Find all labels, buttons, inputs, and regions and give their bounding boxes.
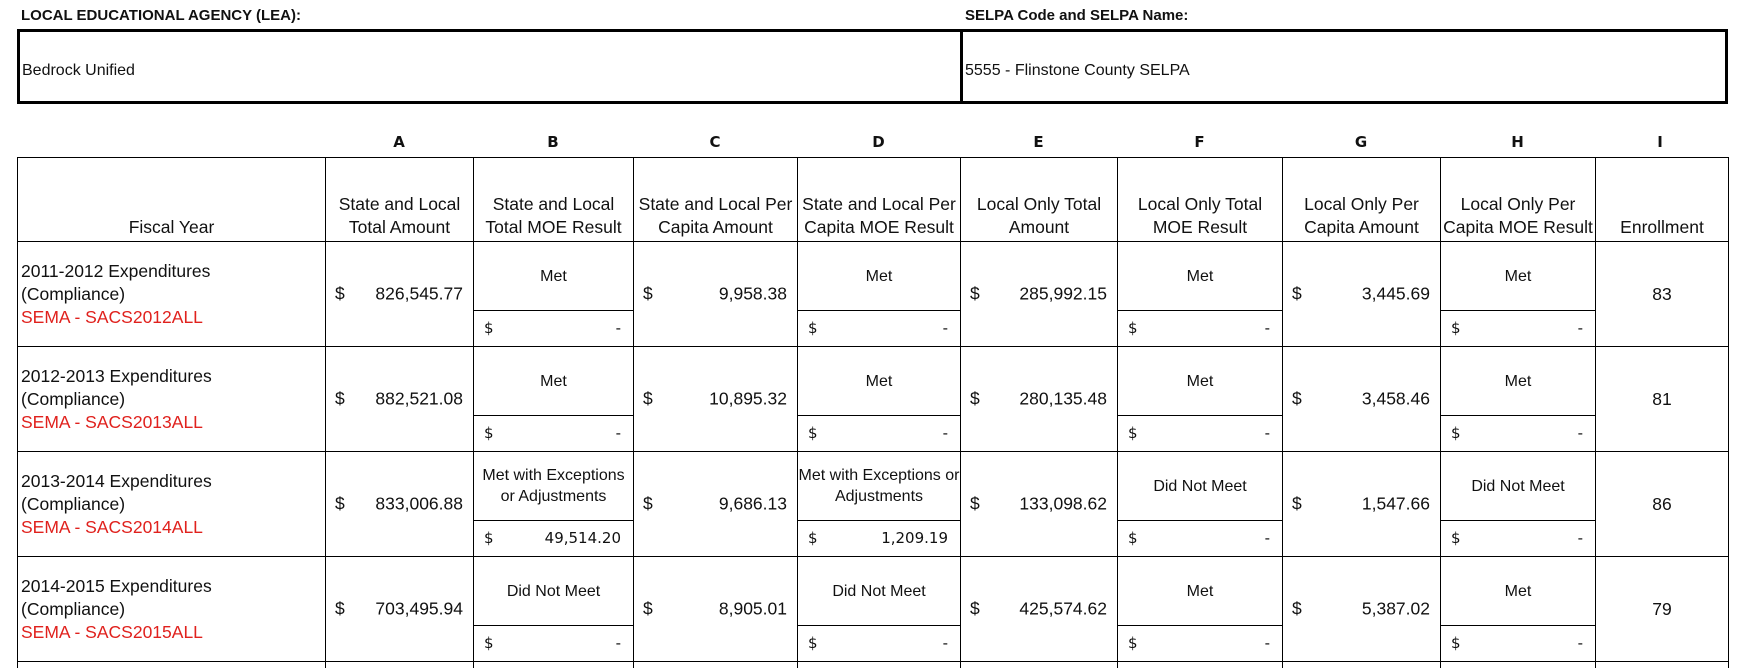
result-text: Met	[798, 242, 960, 311]
local-only-total-moe-result[interactable]	[1118, 452, 1283, 557]
amount-value: -	[1578, 634, 1583, 652]
state-local-total-moe-result[interactable]	[474, 452, 634, 557]
column-header: Local Only Total MOE Result	[1118, 158, 1283, 242]
currency-symbol: $	[1451, 529, 1461, 547]
currency-symbol: $	[484, 319, 494, 337]
state-local-total-amount[interactable]	[326, 242, 474, 347]
amount-value: -	[1578, 319, 1583, 337]
result-text: Did Not Meet	[798, 557, 960, 626]
amount-value: 826,545.77	[375, 284, 463, 305]
currency-symbol: $	[335, 494, 345, 515]
partial-cell	[326, 662, 474, 668]
state-local-total-moe-result[interactable]	[474, 347, 634, 452]
selpa-label: SELPA Code and SELPA Name:	[965, 7, 1188, 24]
amount-value: 49,514.20	[545, 529, 621, 547]
result-amount	[1441, 520, 1595, 556]
state-local-per-capita-amount[interactable]	[634, 242, 798, 347]
state-local-per-capita-amount[interactable]	[634, 557, 798, 662]
local-only-total-amount[interactable]	[961, 347, 1118, 452]
result-amount	[1118, 520, 1282, 556]
column-letter-c: C	[633, 133, 797, 151]
header-row	[18, 158, 1729, 242]
amount-value: -	[1265, 634, 1270, 652]
amount-value: 882,521.08	[375, 389, 463, 410]
currency-symbol: $	[1292, 389, 1302, 410]
table-row	[18, 242, 1729, 347]
amount-value: 9,686.13	[719, 494, 787, 515]
amount-value: 10,895.32	[709, 389, 787, 410]
currency-symbol: $	[1292, 599, 1302, 620]
table-row	[18, 557, 1729, 662]
amount-value: -	[943, 319, 948, 337]
result-amount	[798, 520, 960, 556]
state-local-total-amount[interactable]	[326, 347, 474, 452]
fiscal-year-cell	[18, 557, 326, 662]
state-local-per-capita-amount[interactable]	[634, 452, 798, 557]
table-row-partial	[18, 662, 1729, 668]
fiscal-year-type: (Compliance)	[21, 493, 325, 516]
currency-symbol: $	[643, 389, 653, 410]
local-only-per-capita-amount[interactable]	[1283, 242, 1441, 347]
fiscal-year-label: 2013-2014 Expenditures	[21, 470, 325, 493]
amount-value: -	[1578, 424, 1583, 442]
result-amount	[1441, 625, 1595, 661]
result-text: Met with Exceptions or Adjustments	[798, 452, 960, 521]
fiscal-year-type: (Compliance)	[21, 283, 325, 306]
amount-value: 5,387.02	[1362, 599, 1430, 620]
enrollment-cell[interactable]: 81	[1596, 347, 1729, 452]
result-text: Met	[1441, 557, 1595, 626]
partial-cell	[798, 662, 961, 668]
table-row	[18, 347, 1729, 452]
moe-table	[17, 157, 1729, 668]
result-text: Met	[1118, 242, 1282, 311]
state-local-total-moe-result[interactable]	[474, 242, 634, 347]
amount-value: 133,098.62	[1019, 494, 1107, 515]
amount-value: 1,209.19	[881, 529, 948, 547]
currency-symbol: $	[970, 389, 980, 410]
local-only-per-capita-amount[interactable]	[1283, 557, 1441, 662]
currency-symbol: $	[808, 529, 818, 547]
result-amount	[798, 415, 960, 451]
column-header: State and Local Per Capita MOE Result	[798, 158, 961, 242]
partial-cell	[1596, 662, 1729, 668]
local-only-total-moe-result[interactable]	[1118, 347, 1283, 452]
currency-symbol: $	[1292, 284, 1302, 305]
state-local-per-capita-moe-result[interactable]	[798, 347, 961, 452]
amount-value: -	[616, 424, 621, 442]
fiscal-year-cell	[18, 347, 326, 452]
local-only-total-moe-result[interactable]	[1118, 242, 1283, 347]
amount-value: -	[616, 319, 621, 337]
currency-symbol: $	[1451, 424, 1461, 442]
table-row	[18, 452, 1729, 557]
result-text: Did Not Meet	[1118, 452, 1282, 521]
result-amount	[474, 625, 633, 661]
currency-symbol: $	[970, 494, 980, 515]
column-header: State and Local Total Amount	[326, 158, 474, 242]
amount-value: 8,905.01	[719, 599, 787, 620]
result-amount	[798, 625, 960, 661]
local-only-total-amount[interactable]	[961, 557, 1118, 662]
selpa-field[interactable]	[960, 29, 1728, 104]
local-only-per-capita-moe-result[interactable]	[1441, 347, 1596, 452]
result-text: Met	[1118, 347, 1282, 416]
amount-value: 833,006.88	[375, 494, 463, 515]
amount-value: -	[1265, 529, 1270, 547]
amount-value: -	[1265, 319, 1270, 337]
local-only-per-capita-amount[interactable]	[1283, 452, 1441, 557]
partial-cell	[18, 662, 326, 668]
amount-value: -	[943, 634, 948, 652]
column-header: Enrollment	[1596, 158, 1729, 242]
enrollment-cell[interactable]: 83	[1596, 242, 1729, 347]
result-amount	[1441, 415, 1595, 451]
result-amount	[474, 520, 633, 556]
result-amount	[474, 415, 633, 451]
currency-symbol: $	[1451, 319, 1461, 337]
result-amount	[1118, 310, 1282, 346]
fiscal-year-source: SEMA - SACS2015ALL	[21, 621, 325, 644]
column-letter-g: G	[1282, 133, 1440, 151]
amount-value: 9,958.38	[719, 284, 787, 305]
local-only-total-moe-result[interactable]	[1118, 557, 1283, 662]
column-letter-f: F	[1117, 133, 1282, 151]
state-local-total-amount[interactable]	[326, 557, 474, 662]
column-letter-b: B	[473, 133, 633, 151]
result-text: Met	[1118, 557, 1282, 626]
amount-value: 703,495.94	[375, 599, 463, 620]
state-local-total-moe-result[interactable]	[474, 557, 634, 662]
currency-symbol: $	[1451, 634, 1461, 652]
currency-symbol: $	[643, 599, 653, 620]
currency-symbol: $	[1128, 529, 1138, 547]
fiscal-year-label: 2014-2015 Expenditures	[21, 575, 325, 598]
state-local-total-amount[interactable]	[326, 452, 474, 557]
result-amount	[1118, 625, 1282, 661]
currency-symbol: $	[335, 389, 345, 410]
state-local-per-capita-moe-result[interactable]	[798, 242, 961, 347]
currency-symbol: $	[335, 284, 345, 305]
result-text: Met	[1441, 242, 1595, 311]
fiscal-year-source: SEMA - SACS2013ALL	[21, 411, 325, 434]
partial-cell	[1118, 662, 1283, 668]
currency-symbol: $	[643, 494, 653, 515]
amount-value: 1,547.66	[1362, 494, 1430, 515]
currency-symbol: $	[970, 284, 980, 305]
partial-cell	[474, 662, 634, 668]
lea-value: Bedrock Unified	[22, 62, 135, 80]
local-only-per-capita-moe-result[interactable]	[1441, 452, 1596, 557]
amount-value: -	[616, 634, 621, 652]
amount-value: -	[1578, 529, 1583, 547]
amount-value: 3,445.69	[1362, 284, 1430, 305]
result-text: Met	[474, 242, 633, 311]
local-only-per-capita-moe-result[interactable]	[1441, 242, 1596, 347]
state-local-per-capita-moe-result[interactable]	[798, 557, 961, 662]
currency-symbol: $	[970, 599, 980, 620]
column-header: Local Only Total Amount	[961, 158, 1118, 242]
lea-field[interactable]	[17, 29, 963, 104]
result-text: Met	[798, 347, 960, 416]
currency-symbol: $	[484, 424, 494, 442]
result-amount	[1118, 415, 1282, 451]
amount-value: -	[1265, 424, 1270, 442]
currency-symbol: $	[643, 284, 653, 305]
fiscal-year-label: 2011-2012 Expenditures	[21, 260, 325, 283]
selpa-value: 5555 - Flinstone County SELPA	[965, 62, 1190, 80]
enrollment-cell[interactable]: 79	[1596, 557, 1729, 662]
result-text: Did Not Meet	[474, 557, 633, 626]
column-header: Local Only Per Capita Amount	[1283, 158, 1441, 242]
column-header: Local Only Per Capita MOE Result	[1441, 158, 1596, 242]
column-letter-d: D	[797, 133, 960, 151]
local-only-per-capita-moe-result[interactable]	[1441, 557, 1596, 662]
column-header: State and Local Per Capita Amount	[634, 158, 798, 242]
fiscal-year-type: (Compliance)	[21, 598, 325, 621]
result-text: Met	[474, 347, 633, 416]
currency-symbol: $	[335, 599, 345, 620]
column-letter-i: I	[1595, 133, 1725, 151]
fiscal-year-type: (Compliance)	[21, 388, 325, 411]
partial-cell	[1283, 662, 1441, 668]
column-letter-h: H	[1440, 133, 1595, 151]
fiscal-year-cell	[18, 242, 326, 347]
column-letter-e: E	[960, 133, 1117, 151]
state-local-per-capita-amount[interactable]	[634, 347, 798, 452]
result-amount	[1441, 310, 1595, 346]
result-amount	[798, 310, 960, 346]
fiscal-year-cell	[18, 452, 326, 557]
lea-label: LOCAL EDUCATIONAL AGENCY (LEA):	[21, 7, 301, 24]
currency-symbol: $	[484, 529, 494, 547]
amount-value: 285,992.15	[1019, 284, 1107, 305]
amount-value: 280,135.48	[1019, 389, 1107, 410]
column-header: Fiscal Year	[18, 158, 326, 242]
currency-symbol: $	[808, 424, 818, 442]
amount-value: 425,574.62	[1019, 599, 1107, 620]
column-letters	[0, 133, 1738, 153]
local-only-per-capita-amount[interactable]	[1283, 347, 1441, 452]
result-text: Met	[1441, 347, 1595, 416]
local-only-total-amount[interactable]	[961, 452, 1118, 557]
amount-value: -	[943, 424, 948, 442]
currency-symbol: $	[808, 634, 818, 652]
result-amount	[474, 310, 633, 346]
currency-symbol: $	[1128, 424, 1138, 442]
state-local-per-capita-moe-result[interactable]	[798, 452, 961, 557]
currency-symbol: $	[1292, 494, 1302, 515]
amount-value: 3,458.46	[1362, 389, 1430, 410]
result-text: Met with Exceptions or Adjustments	[474, 452, 633, 521]
result-text: Did Not Meet	[1441, 452, 1595, 521]
local-only-total-amount[interactable]	[961, 242, 1118, 347]
fiscal-year-source: SEMA - SACS2012ALL	[21, 306, 325, 329]
currency-symbol: $	[1128, 634, 1138, 652]
partial-cell	[634, 662, 798, 668]
partial-cell	[1441, 662, 1596, 668]
fiscal-year-label: 2012-2013 Expenditures	[21, 365, 325, 388]
currency-symbol: $	[484, 634, 494, 652]
partial-cell	[961, 662, 1118, 668]
column-letter-a: A	[325, 133, 473, 151]
currency-symbol: $	[1128, 319, 1138, 337]
column-header: State and Local Total MOE Result	[474, 158, 634, 242]
fiscal-year-source: SEMA - SACS2014ALL	[21, 516, 325, 539]
enrollment-cell[interactable]: 86	[1596, 452, 1729, 557]
currency-symbol: $	[808, 319, 818, 337]
